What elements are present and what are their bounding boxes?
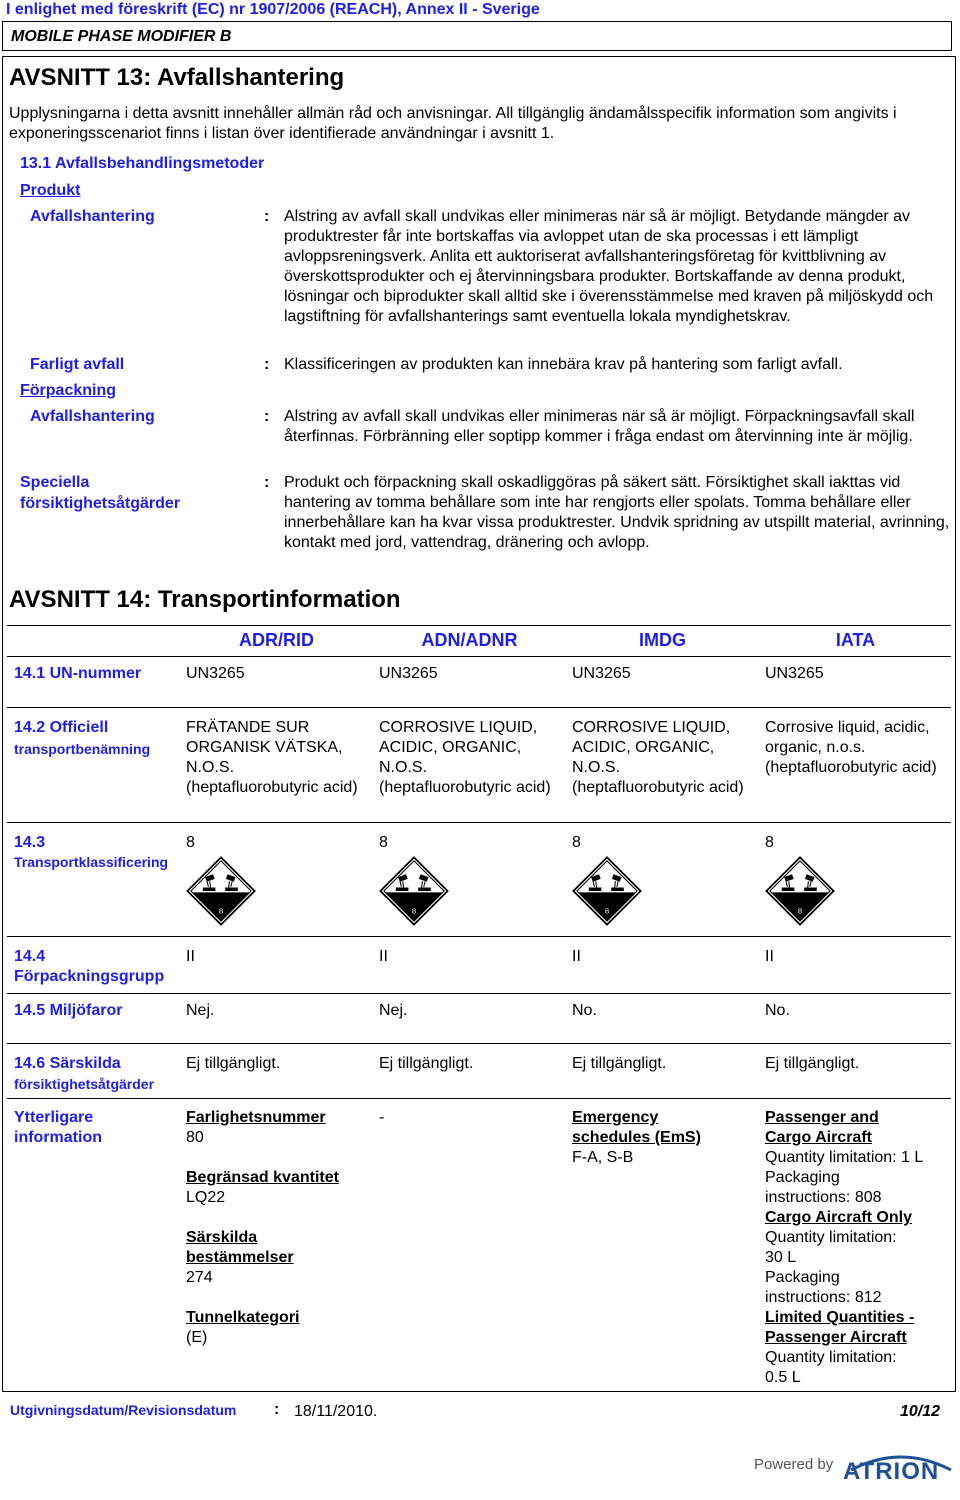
- additional-info-label-line2: information: [14, 1129, 102, 1146]
- cao-quantity: Quantity limitation: 30 L: [765, 1229, 897, 1266]
- special-precautions-label-line1: 14.6 Särskilda: [14, 1055, 121, 1072]
- colon: :: [264, 208, 270, 225]
- shipping-name-iata: Corrosive liquid, acidic, organic, n.o.s. (heptafluorobutyric acid): [765, 719, 937, 776]
- special-precautions-adr: Ej tillgängligt.: [186, 1055, 281, 1072]
- packing-group-iata: II: [765, 948, 774, 965]
- corrosive-pictogram-icon: [572, 856, 642, 926]
- special-precautions-imdg: Ej tillgängligt.: [572, 1055, 667, 1072]
- un-number-iata: UN3265: [765, 665, 824, 682]
- subsection-13-1-heading: 13.1 Avfallsbehandlingsmetoder: [20, 155, 265, 172]
- row-rule: [7, 822, 951, 823]
- un-number-adn: UN3265: [379, 665, 438, 682]
- cao-packaging: Packaging instructions: 812: [765, 1269, 882, 1306]
- shipping-name-adr: FRÄTANDE SUR ORGANISK VÄTSKA, N.O.S. (heptafluorobutyric acid): [186, 719, 358, 796]
- adn-additional-info: -: [379, 1109, 385, 1126]
- un-number-adr: UN3265: [186, 665, 245, 682]
- shipping-name-adn: CORROSIVE LIQUID, ACIDIC, ORGANIC, N.O.S. (heptafluorobutyric acid): [379, 719, 551, 796]
- environmental-adn: Nej.: [379, 1002, 408, 1019]
- environmental-imdg: No.: [572, 1002, 597, 1019]
- speciella-label-line2: försiktighetsåtgärder: [20, 495, 181, 512]
- pca-packaging: Packaging instructions: 808: [765, 1169, 882, 1206]
- shipping-name-imdg: CORROSIVE LIQUID, ACIDIC, ORGANIC, N.O.S. (heptafluorobutyric acid): [572, 719, 744, 796]
- additional-info-label-line1: Ytterligare: [14, 1109, 94, 1126]
- tunnel-category-value: (E): [186, 1329, 208, 1346]
- class-adn: 8: [379, 834, 388, 851]
- produkt-label: Produkt: [20, 182, 81, 199]
- product-name: MOBILE PHASE MODIFIER B: [11, 28, 232, 45]
- packing-group-adr: II: [186, 948, 195, 965]
- colon: :: [264, 356, 270, 373]
- class-imdg: 8: [572, 834, 581, 851]
- shipping-name-label-line1: 14.2 Officiell: [14, 719, 109, 736]
- issue-date-label: Utgivningsdatum/Revisionsdatum: [10, 1402, 237, 1418]
- special-precautions-iata: Ej tillgängligt.: [765, 1055, 860, 1072]
- environmental-adr: Nej.: [186, 1002, 215, 1019]
- packing-group-label-line2: Förpackningsgrupp: [14, 968, 165, 985]
- farligt-avfall-label: Farligt avfall: [30, 356, 125, 373]
- row-rule: [7, 1043, 951, 1044]
- class-label-line1: 14.3: [14, 834, 46, 851]
- limited-quantity-value: LQ22: [186, 1189, 226, 1206]
- packing-group-imdg: II: [572, 948, 581, 965]
- special-provisions-heading: Särskilda bestämmelser: [186, 1229, 294, 1266]
- hazard-number-heading: Farlighetsnummer: [186, 1109, 326, 1126]
- product-name-box: [2, 21, 952, 51]
- section-13-heading: AVSNITT 13: Avfallshantering: [9, 64, 345, 91]
- ems-value: F-A, S-B: [572, 1149, 634, 1166]
- row-rule: [7, 656, 951, 657]
- row-rule: [7, 993, 951, 994]
- pictogram-class-digit: 8: [604, 906, 610, 916]
- shipping-name-label-line2: transportbenämning: [14, 741, 151, 757]
- forpackning-avfallshantering-text: Alstring av avfall skall undvikas eller minimeras när så är möjligt. Förpackningsavfall skall återfinnas. Förbränning eller soptipp kommer i fråga endast om återvinning inte är möjlig.: [284, 408, 915, 445]
- avfallshantering-label: Avfallshantering: [30, 208, 155, 225]
- iata-additional-info: [765, 1108, 945, 1388]
- forpackning-avfallshantering-label: Avfallshantering: [30, 408, 155, 425]
- un-number-label: 14.1 UN-nummer: [14, 665, 142, 682]
- page-number: 10/12: [900, 1403, 941, 1420]
- pictogram-class-digit: 8: [797, 906, 803, 916]
- col-iata: IATA: [835, 630, 876, 650]
- table-top-rule: [7, 625, 951, 626]
- tunnel-category-heading: Tunnelkategori: [186, 1309, 300, 1326]
- class-iata: 8: [765, 834, 774, 851]
- environmental-iata: No.: [765, 1002, 790, 1019]
- special-provisions-value: 274: [186, 1269, 213, 1286]
- hazard-number-value: 80: [186, 1129, 204, 1146]
- row-rule: [7, 936, 951, 937]
- atrion-logo: ATRION: [843, 1458, 940, 1485]
- limited-quantity-heading: Begränsad kvantitet: [186, 1169, 339, 1186]
- col-adr-rid: ADR/RID: [239, 630, 314, 650]
- forpackning-label: Förpackning: [20, 382, 117, 399]
- pictogram-class-digit: 8: [411, 906, 417, 916]
- un-number-imdg: UN3265: [572, 665, 631, 682]
- imdg-additional-info: [572, 1108, 732, 1168]
- ems-heading: Emergency schedules (EmS): [572, 1109, 701, 1146]
- avfallshantering-text: Alstring av avfall skall undvikas eller minimeras när så är möjligt. Betydande mängder av produktrester får inte bortskaffas via avloppet utan de ska processas i ett lämpligt avloppsreningsverk. Anlita ett auktoriserat avfallshanteringsföretag för kvittblivning av överskottsprodukter och ej återvinningsbara produkter. Bortskaffande av denna produkt, lösningar och biprodukter skall alltid ske i överensstämmelse med kraven på miljöskydd och lagstiftning för avfallshanterings samt eventuella lokala myndighetskrav.: [284, 208, 934, 325]
- environmental-label: 14.5 Miljöfaror: [14, 1002, 123, 1019]
- row-rule: [7, 1098, 951, 1099]
- special-precautions-adn: Ej tillgängligt.: [379, 1055, 474, 1072]
- cao-heading: Cargo Aircraft Only: [765, 1209, 912, 1226]
- col-imdg: IMDG: [639, 630, 686, 650]
- limited-quantities-quantity: Quantity limitation: 0.5 L: [765, 1349, 897, 1386]
- row-rule: [7, 707, 951, 708]
- pca-heading: Passenger and Cargo Aircraft: [765, 1109, 879, 1146]
- packing-group-adn: II: [379, 948, 388, 965]
- document-regulation-title: I enlighet med föreskrift (EC) nr 1907/2006 (REACH), Annex II - Sverige: [6, 1, 540, 18]
- limited-quantities-heading: Limited Quantities - Passenger Aircraft: [765, 1309, 915, 1346]
- section-13-intro: Upplysningarna i detta avsnitt innehåller allmän råd och anvisningar. All tillgänglig ändamålsspecifik information som angivits i exponeringsscenariot finns i listan över identifierade användningar i avsnitt 1.: [9, 105, 897, 142]
- colon: :: [264, 474, 270, 491]
- packing-group-label-line1: 14.4: [14, 948, 46, 965]
- col-adn-adnr: ADN/ADNR: [421, 630, 518, 650]
- class-adr: 8: [186, 834, 195, 851]
- colon: :: [264, 408, 270, 425]
- corrosive-pictogram-icon: [765, 856, 835, 926]
- special-precautions-label-line2: försiktighetsåtgärder: [14, 1076, 155, 1092]
- speciella-label-line1: Speciella: [20, 474, 90, 491]
- powered-by-text: Powered by: [754, 1456, 834, 1473]
- issue-date-value: 18/11/2010.: [294, 1403, 378, 1420]
- speciella-text: Produkt och förpackning skall oskadliggöras på säkert sätt. Försiktighet skall iakttas vid hantering av tomma behållare som inte har rengjorts eller spolats. Tomma behållare eller innerbehållare kan ha kvar vissa produktrester. Undvik spridning av utspillt material, avrinning, kontakt med jord, vattendrag, dränering och avlopp.: [284, 474, 950, 551]
- colon: :: [274, 1401, 280, 1418]
- adr-additional-info: [186, 1108, 368, 1348]
- corrosive-pictogram-icon: [379, 856, 449, 926]
- corrosive-pictogram-icon: [186, 856, 256, 926]
- section-14-heading: AVSNITT 14: Transportinformation: [9, 586, 401, 613]
- class-label-line2: Transportklassificering: [14, 854, 169, 870]
- farligt-avfall-text: Klassificeringen av produkten kan innebära krav på hantering som farligt avfall.: [284, 356, 843, 373]
- pca-quantity: Quantity limitation: 1 L: [765, 1149, 924, 1166]
- pictogram-class-digit: 8: [218, 906, 224, 916]
